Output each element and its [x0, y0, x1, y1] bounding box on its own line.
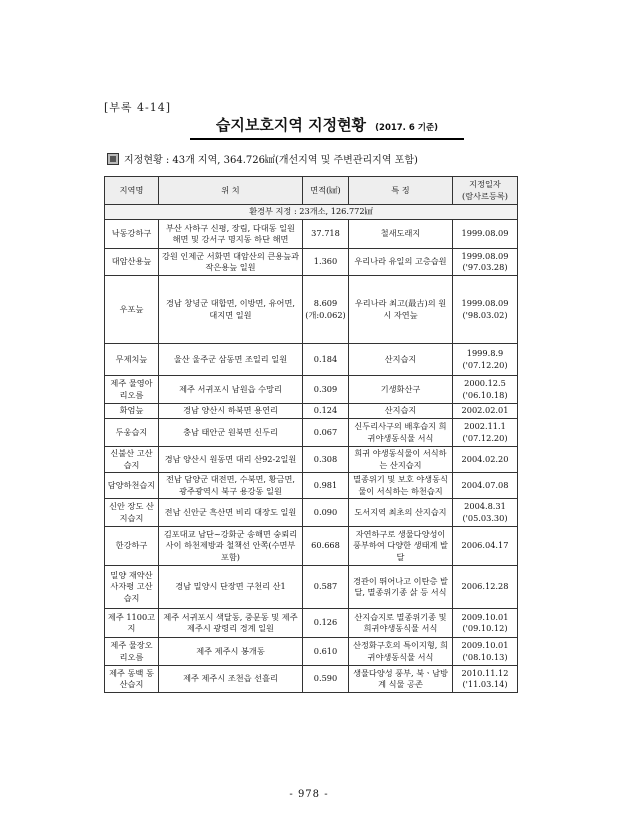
cell-feature-text: 멸종위기 및 보호 야생동식물이 서식하는 하천습지 [353, 474, 448, 496]
cell-date [453, 447, 518, 473]
cell-area-text: 60.668 [311, 540, 340, 551]
cell-location-text: 제주 서귀포시 색달동, 중문동 및 제주 제주시 광령리 경계 일원 [163, 611, 298, 633]
cell-date-text: ('05.03.30) [462, 512, 508, 523]
cell-name [105, 499, 159, 527]
cell-name [105, 638, 159, 666]
cell-name-text: 화엄늪 [119, 405, 144, 416]
cell-name-text: 담양하천습지 [107, 479, 156, 490]
cell-area [303, 527, 349, 566]
cell-feature-text: 우리나라 최고(最古)의 원시 자연늪 [354, 298, 447, 320]
header-location: 위 치 [159, 177, 303, 205]
cell-feature [349, 376, 453, 404]
cell-name-text: 제주 동백 동산습지 [109, 667, 154, 689]
cell-feature [349, 499, 453, 527]
status-text: 지정현황 : 43개 지역, 364.726㎢(개선지역 및 주변관리지역 포함) [124, 155, 418, 166]
page-number: - 978 - [289, 789, 329, 800]
cell-date-text: 2000.12.5 [464, 378, 506, 389]
cell-name [105, 249, 159, 276]
cell-location-text: 강원 인제군 서화면 대암산의 큰용늪과 작은용늪 일원 [162, 250, 299, 272]
cell-area-text: 0.124 [313, 405, 338, 416]
cell-area-text: 0.067 [313, 426, 338, 437]
cell-name-text: 대암산용늪 [111, 256, 152, 267]
cell-name-text: 신불산 고산습지 [110, 448, 153, 470]
table-row [105, 473, 518, 499]
cell-area-text: (개:0.062) [305, 309, 346, 320]
status-line [107, 151, 418, 166]
cell-area-text: 0.308 [313, 453, 338, 464]
cell-name [105, 419, 159, 447]
cell-date-text: ('97.03.28) [462, 262, 508, 272]
cell-feature [349, 447, 453, 473]
cell-feature [349, 344, 453, 376]
title-block [190, 114, 464, 140]
cell-feature-text: 산정화구호의 특이지형, 희귀야생동식물 서식 [353, 640, 448, 662]
cell-date [453, 666, 518, 693]
cell-feature [349, 638, 453, 666]
cell-area-text: 0.590 [313, 673, 338, 684]
cell-feature-text: 신두리사구의 배후습지 희귀야생동식물 서식 [354, 421, 447, 443]
cell-feature-text: 기생화산구 [380, 383, 421, 394]
cell-date-text: 1999.08.09 [461, 250, 509, 261]
cell-location [159, 566, 303, 609]
cell-area-text: 1.360 [313, 256, 338, 267]
header-date-line1: 지정일자 [469, 179, 501, 190]
cell-area-text: 37.718 [311, 228, 340, 239]
cell-date [453, 473, 518, 499]
cell-location [159, 419, 303, 447]
cell-name [105, 376, 159, 404]
cell-area-text: 8.609 [313, 298, 338, 309]
table-header-row [105, 177, 518, 205]
cell-name-text: 두웅습지 [115, 426, 148, 437]
cell-location [159, 638, 303, 666]
cell-area [303, 419, 349, 447]
cell-date-text: 2004.02.20 [461, 453, 509, 464]
table-row [105, 376, 518, 404]
cell-area-text: 0.184 [313, 353, 338, 364]
cell-location [159, 473, 303, 499]
cell-feature [349, 249, 453, 276]
cell-feature-text: 생물다양성 풍부, 북ㆍ남방계 식물 공존 [353, 667, 448, 689]
cell-date-text: 2010.11.12 [461, 667, 509, 678]
cell-date-text: 2004.8.31 [464, 501, 506, 512]
cell-location-text: 경남 창녕군 대합면, 이방면, 유어면, 대지면 일원 [166, 298, 295, 320]
cell-date-text: 1999.08.09 [461, 228, 509, 239]
page-title: 습지보호지역 지정현황 [215, 116, 367, 134]
cell-location-text: 제주 서귀포시 남원읍 수망리 [179, 383, 282, 394]
cell-feature-text: 경관이 뛰어나고 이탄층 발달, 멸종위기종 삵 등 서식 [353, 575, 448, 597]
table-row [105, 220, 518, 249]
cell-feature-text: 산지습지로 멸종위기종 및 희귀야생동식물 서식 [354, 611, 447, 633]
table-row [105, 499, 518, 527]
cell-feature-text: 우리나라 유일의 고층습원 [354, 256, 447, 267]
cell-date-text: ('06.10.18) [462, 389, 508, 400]
table-row [105, 344, 518, 376]
cell-feature-text: 자연하구로 생물다양성이 풍부하여 다양한 생태계 발달 [353, 529, 448, 562]
square-bullet-icon [107, 153, 119, 165]
group-header-row [105, 205, 518, 220]
cell-area [303, 376, 349, 404]
cell-location-text: 울산 울주군 삼동면 조일리 일원 [173, 353, 288, 364]
cell-date-text: 2009.10.01 [461, 611, 509, 622]
cell-feature [349, 276, 453, 344]
cell-date-text: ('07.12.20) [462, 359, 508, 370]
cell-location-text: 제주 제주시 조천읍 선흘리 [183, 673, 278, 684]
cell-location-text: 경남 양산시 원동면 대리 산92-2일원 [164, 453, 297, 464]
cell-date [453, 609, 518, 638]
table-row [105, 638, 518, 666]
cell-area [303, 220, 349, 249]
cell-date-text: 1999.8.9 [466, 348, 504, 359]
cell-location-text: 부산 사하구 신평, 장림, 다대동 일원 해면 및 강서구 명지동 하단 해면 [166, 222, 295, 244]
cell-location [159, 404, 303, 419]
cell-area [303, 609, 349, 638]
cell-feature [349, 473, 453, 499]
cell-area-text: 0.981 [313, 479, 338, 490]
cell-date-text: 2006.12.28 [461, 581, 509, 592]
cell-name [105, 566, 159, 609]
cell-feature-text: 산지습지 [384, 405, 417, 416]
cell-area [303, 638, 349, 666]
cell-area [303, 249, 349, 276]
cell-name [105, 276, 159, 344]
title-date: (2017. 6 기준) [375, 123, 439, 133]
cell-date-text: 1999.08.09 [461, 298, 509, 309]
cell-name-text: 제주 물영아리오름 [110, 378, 153, 400]
cell-name-text: 무제치늪 [115, 353, 148, 364]
appendix-label: [부록 4-14] [104, 101, 172, 114]
cell-date [453, 220, 518, 249]
header-name: 지역명 [105, 177, 159, 205]
cell-location-text: 전남 신안군 흑산면 비리 대장도 일원 [164, 506, 297, 517]
cell-location-text: 김포대교 남단~강화군 송해면 숭뢰리 사이 하천제방과 철책선 안쪽(수면부 포함) [163, 529, 298, 562]
cell-date [453, 344, 518, 376]
cell-location-text: 제주 제주시 봉개동 [196, 645, 265, 656]
cell-location-text: 경남 밀양시 단장면 구천리 산1 [175, 581, 286, 592]
cell-area-text: 0.090 [313, 506, 338, 517]
table-row [105, 249, 518, 276]
cell-date-text: 2009.10.01 [461, 640, 509, 651]
cell-date-text: 2004.07.08 [461, 479, 509, 490]
cell-location-text: 전남 담양군 대전면, 수북면, 황금면, 광주광역시 북구 용강동 일원 [166, 474, 295, 496]
cell-location [159, 344, 303, 376]
cell-location-text: 경남 양산시 하북면 용연리 [183, 405, 278, 416]
cell-location [159, 447, 303, 473]
cell-name [105, 473, 159, 499]
header-area: 면적(㎢) [303, 177, 349, 205]
cell-name [105, 609, 159, 638]
cell-date [453, 404, 518, 419]
cell-name [105, 404, 159, 419]
cell-feature-text: 희귀 야생동식물이 서식하는 산지습지 [354, 448, 447, 470]
cell-feature [349, 419, 453, 447]
cell-location [159, 609, 303, 638]
cell-feature [349, 220, 453, 249]
cell-feature [349, 609, 453, 638]
table-row [105, 666, 518, 693]
cell-location [159, 376, 303, 404]
table-row [105, 419, 518, 447]
cell-date-text: ('11.03.14) [462, 679, 508, 689]
cell-location [159, 220, 303, 249]
group-title: 환경부 지정 : 23개소, 126.772㎢ [105, 205, 518, 220]
cell-date [453, 276, 518, 344]
table-row [105, 609, 518, 638]
cell-name-text: 제주 물장오리오름 [110, 640, 153, 662]
cell-area-text: 0.587 [313, 581, 338, 592]
cell-location [159, 499, 303, 527]
cell-location [159, 249, 303, 276]
table-row [105, 447, 518, 473]
cell-feature-text: 산지습지 [384, 353, 417, 364]
cell-name-text: 신안 장도 산지습지 [109, 501, 154, 523]
wetland-table [104, 176, 518, 693]
cell-name [105, 527, 159, 566]
cell-feature [349, 666, 453, 693]
cell-area [303, 666, 349, 693]
cell-date-text: ('09.10.12) [462, 623, 508, 633]
cell-name [105, 344, 159, 376]
cell-feature [349, 404, 453, 419]
cell-area [303, 276, 349, 344]
cell-area [303, 473, 349, 499]
table-row [105, 566, 518, 609]
cell-feature [349, 566, 453, 609]
cell-location [159, 527, 303, 566]
cell-date [453, 499, 518, 527]
cell-area [303, 499, 349, 527]
cell-date-text: ('07.12.20) [462, 432, 508, 443]
cell-name-text: 밀양 재약산 사자평 고산습지 [110, 570, 153, 603]
cell-feature [349, 527, 453, 566]
cell-area [303, 344, 349, 376]
cell-location-text: 충남 태안군 원북면 신두리 [183, 426, 278, 437]
cell-date-text: 2002.02.01 [461, 405, 509, 416]
cell-date-text: ('08.10.13) [462, 651, 508, 662]
cell-feature-text: 도서지역 최초의 산지습지 [354, 506, 447, 517]
cell-name [105, 220, 159, 249]
cell-date [453, 419, 518, 447]
cell-name-text: 낙동강하구 [111, 228, 152, 239]
cell-date [453, 638, 518, 666]
cell-name [105, 666, 159, 693]
table-row [105, 527, 518, 566]
cell-date-text: ('98.03.02) [462, 309, 508, 320]
cell-location [159, 276, 303, 344]
header-feature: 특 징 [349, 177, 453, 205]
cell-date-text: 2006.04.17 [461, 540, 509, 551]
cell-date-text: 2002.11.1 [464, 421, 506, 432]
header-date [453, 177, 518, 205]
cell-date [453, 376, 518, 404]
cell-area [303, 447, 349, 473]
cell-name-text: 제주 1100고지 [107, 611, 156, 633]
cell-area-text: 0.126 [313, 617, 338, 628]
cell-location [159, 666, 303, 693]
table-row [105, 404, 518, 419]
cell-area [303, 404, 349, 419]
cell-feature-text: 철새도래지 [380, 228, 421, 239]
cell-area-text: 0.610 [313, 645, 338, 656]
cell-name-text: 한강하구 [115, 540, 148, 551]
header-date-line2: (람사르등록) [462, 190, 508, 201]
cell-name [105, 447, 159, 473]
table-row [105, 276, 518, 344]
cell-date [453, 249, 518, 276]
cell-date [453, 566, 518, 609]
cell-area [303, 566, 349, 609]
cell-date [453, 527, 518, 566]
cell-name-text: 우포늪 [119, 303, 144, 314]
cell-area-text: 0.309 [313, 383, 338, 394]
